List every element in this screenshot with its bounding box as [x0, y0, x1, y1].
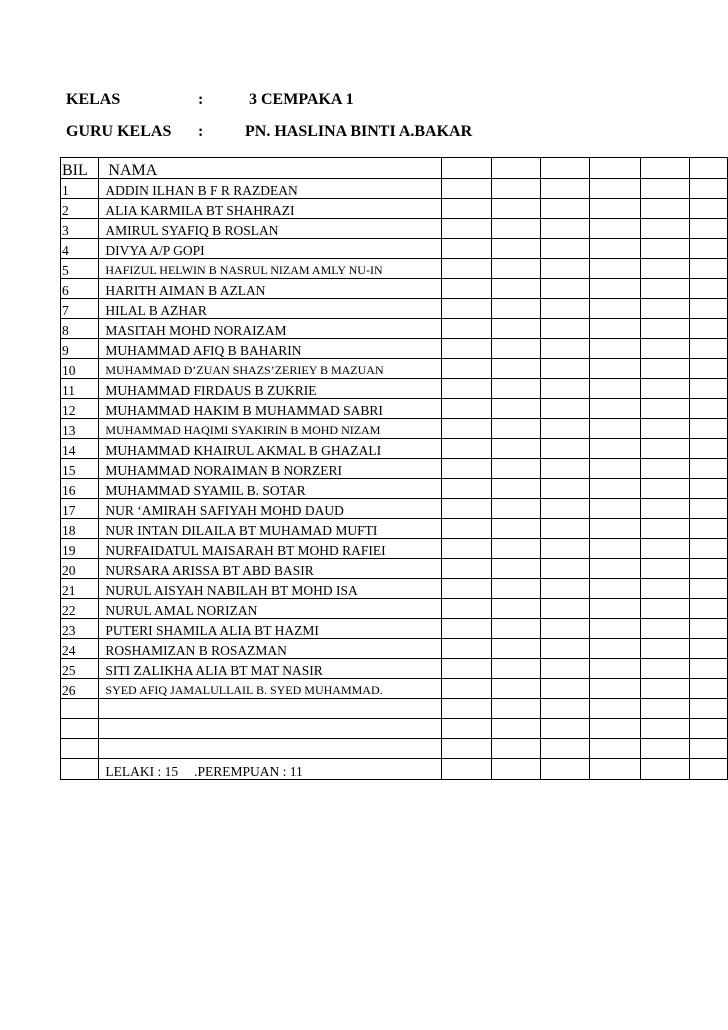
student-name: MUHAMMAD FIRDAUS B ZUKRIE [99, 379, 442, 399]
row-number: 4 [61, 239, 99, 259]
empty-cell [442, 439, 491, 459]
empty-cell [491, 339, 540, 359]
empty-cell [689, 279, 727, 299]
table-row [61, 499, 728, 519]
empty-cell [590, 659, 640, 679]
empty-cell [590, 579, 640, 599]
empty-cell [640, 158, 689, 179]
empty-cell [590, 759, 640, 780]
column-header-nama: NAMA [99, 158, 442, 179]
empty-cell [689, 239, 727, 259]
empty-cell [640, 459, 689, 479]
empty-cell [590, 419, 640, 439]
empty-cell [590, 339, 640, 359]
blank-row [61, 699, 728, 719]
empty-cell [442, 259, 491, 279]
row-number: 23 [61, 619, 99, 639]
empty-cell [540, 439, 589, 459]
student-name: AMIRUL SYAFIQ B ROSLAN [99, 219, 442, 239]
teacher-label: GURU KELAS [66, 123, 172, 140]
student-name: DIVYA A/P GOPI [99, 239, 442, 259]
empty-cell [540, 739, 589, 759]
empty-cell [540, 639, 589, 659]
empty-cell [491, 459, 540, 479]
row-number: 8 [61, 319, 99, 339]
empty-cell [689, 359, 727, 379]
empty-cell [640, 339, 689, 359]
empty-cell [689, 739, 727, 759]
row-number: 20 [61, 559, 99, 579]
empty-cell [590, 739, 640, 759]
row-number: 21 [61, 579, 99, 599]
empty-cell [640, 279, 689, 299]
empty-cell [442, 499, 491, 519]
student-name: MUHAMMAD D’ZUAN SHAZS’ZERIEY B MAZUAN [99, 359, 442, 379]
empty-cell [590, 299, 640, 319]
table-row [61, 179, 728, 199]
empty-cell [491, 239, 540, 259]
empty-cell [442, 699, 491, 719]
empty-cell [640, 319, 689, 339]
empty-cell [491, 719, 540, 739]
empty-cell [640, 739, 689, 759]
empty-cell [540, 239, 589, 259]
empty-cell [491, 359, 540, 379]
teacher-value: PN. HASLINA BINTI A.BAKAR [245, 123, 473, 140]
table-row [61, 299, 728, 319]
empty-cell [689, 339, 727, 359]
empty-cell [442, 158, 491, 179]
empty-cell [540, 679, 589, 699]
row-number: 3 [61, 219, 99, 239]
empty-cell [590, 699, 640, 719]
empty-cell [491, 479, 540, 499]
empty-cell [640, 239, 689, 259]
empty-cell [590, 399, 640, 419]
empty-cell [689, 579, 727, 599]
student-name: HILAL B AZHAR [99, 299, 442, 319]
empty-cell [491, 619, 540, 639]
student-name: HARITH AIMAN B AZLAN [99, 279, 442, 299]
empty-cell [491, 219, 540, 239]
empty-cell [640, 379, 689, 399]
empty-cell [540, 499, 589, 519]
empty-cell [491, 699, 540, 719]
empty-cell [590, 439, 640, 459]
row-number: 15 [61, 459, 99, 479]
table-row [61, 359, 728, 379]
empty-cell [442, 219, 491, 239]
table-row [61, 619, 728, 639]
empty-cell [61, 699, 99, 719]
empty-cell [491, 158, 540, 179]
row-number: 16 [61, 479, 99, 499]
table-row [61, 459, 728, 479]
empty-cell [540, 539, 589, 559]
empty-cell [540, 359, 589, 379]
empty-cell [590, 459, 640, 479]
empty-cell [540, 339, 589, 359]
row-number: 10 [61, 359, 99, 379]
student-name: ALIA KARMILA BT SHAHRAZI [99, 199, 442, 219]
empty-cell [590, 359, 640, 379]
empty-cell [640, 659, 689, 679]
empty-cell [689, 519, 727, 539]
empty-cell [640, 219, 689, 239]
student-name: HAFIZUL HELWIN B NASRUL NIZAM AMLY NU-IN [99, 259, 442, 279]
student-name: MUHAMMAD NORAIMAN B NORZERI [99, 459, 442, 479]
table-row [61, 319, 728, 339]
empty-cell [640, 499, 689, 519]
table-row [61, 379, 728, 399]
empty-cell [540, 219, 589, 239]
student-table [60, 157, 728, 780]
empty-cell [590, 279, 640, 299]
empty-cell [99, 719, 442, 739]
empty-cell [491, 379, 540, 399]
empty-cell [540, 619, 589, 639]
table-row [61, 639, 728, 659]
row-number: 26 [61, 679, 99, 699]
student-name: ROSHAMIZAN B ROSAZMAN [99, 639, 442, 659]
empty-cell [442, 319, 491, 339]
student-name: NURSARA ARISSA BT ABD BASIR [99, 559, 442, 579]
empty-cell [442, 539, 491, 559]
empty-cell [689, 419, 727, 439]
empty-cell [590, 239, 640, 259]
empty-cell [540, 699, 589, 719]
empty-cell [689, 439, 727, 459]
class-colon: : [198, 91, 204, 108]
student-name: MUHAMMAD HAQIMI SYAKIRIN B MOHD NIZAM [99, 419, 442, 439]
empty-cell [689, 259, 727, 279]
empty-cell [640, 179, 689, 199]
empty-cell [491, 679, 540, 699]
empty-cell [540, 659, 589, 679]
empty-cell [640, 599, 689, 619]
empty-cell [640, 639, 689, 659]
empty-cell [590, 679, 640, 699]
empty-cell [540, 179, 589, 199]
empty-cell [640, 399, 689, 419]
row-number: 14 [61, 439, 99, 459]
row-number: 19 [61, 539, 99, 559]
empty-cell [540, 158, 589, 179]
empty-cell [491, 639, 540, 659]
empty-cell [442, 459, 491, 479]
empty-cell [442, 299, 491, 319]
empty-cell [640, 199, 689, 219]
empty-cell [590, 179, 640, 199]
table-row [61, 279, 728, 299]
empty-cell [590, 539, 640, 559]
summary-row [61, 759, 728, 780]
empty-cell [590, 719, 640, 739]
empty-cell [689, 379, 727, 399]
empty-cell [640, 419, 689, 439]
empty-cell [61, 739, 99, 759]
empty-cell [442, 379, 491, 399]
empty-cell [689, 499, 727, 519]
empty-cell [442, 719, 491, 739]
empty-cell [540, 259, 589, 279]
empty-cell [640, 759, 689, 780]
empty-cell [590, 158, 640, 179]
empty-cell [640, 259, 689, 279]
empty-cell [640, 559, 689, 579]
student-name: NURUL AMAL NORIZAN [99, 599, 442, 619]
row-number: 2 [61, 199, 99, 219]
empty-cell [689, 539, 727, 559]
column-header-bil: BIL [61, 158, 99, 179]
empty-cell [442, 479, 491, 499]
student-name: NUR INTAN DILAILA BT MUHAMAD MUFTI [99, 519, 442, 539]
empty-cell [442, 759, 491, 780]
female-count: .PEREMPUAN : 11 [194, 764, 303, 779]
empty-cell [491, 279, 540, 299]
empty-cell [540, 519, 589, 539]
empty-cell [442, 279, 491, 299]
table-row [61, 419, 728, 439]
empty-cell [442, 619, 491, 639]
empty-cell [99, 699, 442, 719]
empty-cell [689, 659, 727, 679]
empty-cell [689, 679, 727, 699]
empty-cell [442, 519, 491, 539]
empty-cell [442, 559, 491, 579]
empty-cell [640, 299, 689, 319]
table-header-row [61, 158, 728, 179]
empty-cell [689, 399, 727, 419]
empty-cell [689, 759, 727, 780]
empty-cell [590, 599, 640, 619]
student-name: NURFAIDATUL MAISARAH BT MOHD RAFIEI [99, 539, 442, 559]
empty-cell [491, 299, 540, 319]
empty-cell [61, 759, 99, 780]
table-row [61, 559, 728, 579]
empty-cell [442, 199, 491, 219]
empty-cell [590, 559, 640, 579]
empty-cell [442, 639, 491, 659]
empty-cell [442, 659, 491, 679]
row-number: 24 [61, 639, 99, 659]
empty-cell [590, 499, 640, 519]
empty-cell [590, 219, 640, 239]
empty-cell [540, 459, 589, 479]
table-row [61, 339, 728, 359]
empty-cell [540, 419, 589, 439]
student-name: SITI ZALIKHA ALIA BT MAT NASIR [99, 659, 442, 679]
empty-cell [540, 599, 589, 619]
student-name: PUTERI SHAMILA ALIA BT HAZMI [99, 619, 442, 639]
empty-cell [689, 299, 727, 319]
empty-cell [442, 599, 491, 619]
empty-cell [640, 719, 689, 739]
row-number: 6 [61, 279, 99, 299]
empty-cell [491, 499, 540, 519]
empty-cell [689, 199, 727, 219]
empty-cell [640, 699, 689, 719]
empty-cell [491, 399, 540, 419]
table-row [61, 199, 728, 219]
empty-cell [590, 379, 640, 399]
empty-cell [442, 679, 491, 699]
student-name: MUHAMMAD AFIQ B BAHARIN [99, 339, 442, 359]
table-row [61, 259, 728, 279]
empty-cell [689, 319, 727, 339]
empty-cell [442, 359, 491, 379]
empty-cell [689, 179, 727, 199]
table-row [61, 519, 728, 539]
row-number: 17 [61, 499, 99, 519]
row-number: 25 [61, 659, 99, 679]
empty-cell [491, 319, 540, 339]
empty-cell [491, 559, 540, 579]
student-name: MASITAH MOHD NORAIZAM [99, 319, 442, 339]
row-number: 22 [61, 599, 99, 619]
empty-cell [491, 439, 540, 459]
empty-cell [540, 199, 589, 219]
table-row [61, 479, 728, 499]
empty-cell [590, 639, 640, 659]
empty-cell [590, 319, 640, 339]
blank-row [61, 739, 728, 759]
empty-cell [689, 219, 727, 239]
empty-cell [640, 439, 689, 459]
empty-cell [540, 299, 589, 319]
class-value: 3 CEMPAKA 1 [249, 91, 354, 108]
student-name: SYED AFIQ JAMALULLAIL B. SYED MUHAMMAD. [99, 679, 442, 699]
empty-cell [689, 639, 727, 659]
empty-cell [689, 619, 727, 639]
empty-cell [640, 479, 689, 499]
empty-cell [689, 479, 727, 499]
empty-cell [491, 739, 540, 759]
empty-cell [491, 199, 540, 219]
empty-cell [491, 599, 540, 619]
empty-cell [689, 699, 727, 719]
table-row [61, 679, 728, 699]
empty-cell [491, 179, 540, 199]
empty-cell [491, 539, 540, 559]
student-name: NUR ‘AMIRAH SAFIYAH MOHD DAUD [99, 499, 442, 519]
empty-cell [640, 519, 689, 539]
empty-cell [590, 619, 640, 639]
student-name: MUHAMMAD HAKIM B MUHAMMAD SABRI [99, 399, 442, 419]
male-count: LELAKI : 15 [105, 764, 179, 779]
empty-cell [640, 539, 689, 559]
empty-cell [590, 519, 640, 539]
empty-cell [442, 339, 491, 359]
teacher-colon: : [198, 123, 204, 140]
row-number: 7 [61, 299, 99, 319]
table-row [61, 599, 728, 619]
table-row [61, 399, 728, 419]
empty-cell [540, 719, 589, 739]
table-row [61, 539, 728, 559]
empty-cell [689, 599, 727, 619]
row-number: 11 [61, 379, 99, 399]
empty-cell [540, 759, 589, 780]
row-number: 12 [61, 399, 99, 419]
blank-row [61, 719, 728, 739]
table-row [61, 579, 728, 599]
empty-cell [540, 479, 589, 499]
empty-cell [491, 659, 540, 679]
empty-cell [540, 279, 589, 299]
empty-cell [640, 359, 689, 379]
table-row [61, 659, 728, 679]
student-name: ADDIN ILHAN B F R RAZDEAN [99, 179, 442, 199]
empty-cell [540, 319, 589, 339]
row-number: 9 [61, 339, 99, 359]
student-name: MUHAMMAD SYAMIL B. SOTAR [99, 479, 442, 499]
empty-cell [540, 379, 589, 399]
table-row [61, 439, 728, 459]
table-row [61, 239, 728, 259]
table-row [61, 219, 728, 239]
empty-cell [689, 559, 727, 579]
empty-cell [61, 719, 99, 739]
empty-cell [442, 739, 491, 759]
empty-cell [442, 179, 491, 199]
empty-cell [640, 679, 689, 699]
empty-cell [442, 239, 491, 259]
empty-cell [590, 259, 640, 279]
empty-cell [491, 579, 540, 599]
empty-cell [689, 459, 727, 479]
empty-cell [540, 579, 589, 599]
empty-cell [590, 199, 640, 219]
empty-cell [491, 519, 540, 539]
empty-cell [99, 739, 442, 759]
row-number: 13 [61, 419, 99, 439]
empty-cell [442, 579, 491, 599]
empty-cell [540, 399, 589, 419]
empty-cell [442, 399, 491, 419]
empty-cell [640, 579, 689, 599]
empty-cell [640, 619, 689, 639]
empty-cell [491, 419, 540, 439]
empty-cell [540, 559, 589, 579]
empty-cell [491, 759, 540, 780]
student-name: MUHAMMAD KHAIRUL AKMAL B GHAZALI [99, 439, 442, 459]
empty-cell [590, 479, 640, 499]
class-label: KELAS [66, 91, 121, 108]
empty-cell [442, 419, 491, 439]
student-name: NURUL AISYAH NABILAH BT MOHD ISA [99, 579, 442, 599]
empty-cell [491, 259, 540, 279]
gender-summary [99, 759, 442, 780]
row-number: 1 [61, 179, 99, 199]
row-number: 18 [61, 519, 99, 539]
empty-cell [689, 158, 727, 179]
empty-cell [689, 719, 727, 739]
row-number: 5 [61, 259, 99, 279]
